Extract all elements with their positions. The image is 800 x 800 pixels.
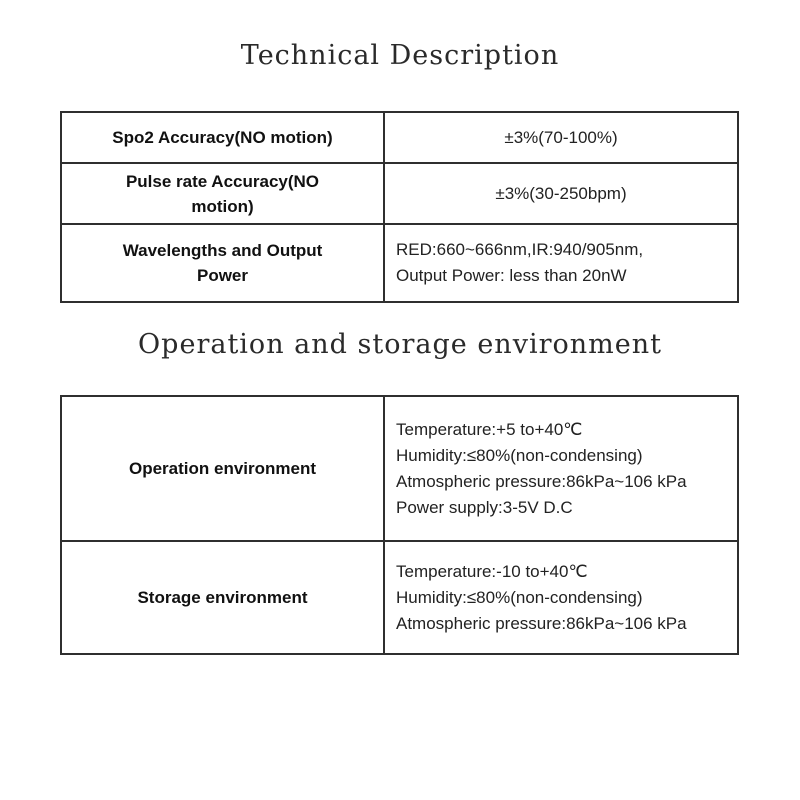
row-value-operation-environment: Temperature:+5 to+40℃ Humidity:≤80%(non-condensing) Atmospheric pressure:86kPa~106 kPa Power supply:3-5V D.C xyxy=(396,419,687,517)
row-value-spo2-accuracy: ±3%(70-100%) xyxy=(504,127,618,147)
table-row-storage-environment xyxy=(62,540,737,653)
row-label-wavelengths-output-power: Wavelengths and Output Power xyxy=(62,225,385,301)
row-value-pulse-rate-accuracy: ±3%(30-250bpm) xyxy=(495,183,627,203)
table-row-wavelengths-output-power xyxy=(62,223,737,301)
row-label-storage-environment: Storage environment xyxy=(62,542,385,653)
row-label-operation-environment: Operation environment xyxy=(62,397,385,540)
section1-title: Technical Description xyxy=(240,40,560,71)
row-label-pulse-rate-accuracy: Pulse rate Accuracy(NO motion) xyxy=(62,164,385,223)
section2-title: Operation and storage environment xyxy=(138,329,662,360)
technical-description-table xyxy=(60,111,739,303)
table-row-spo2-accuracy xyxy=(62,113,737,162)
row-label-spo2-accuracy: Spo2 Accuracy(NO motion) xyxy=(62,113,385,162)
operation-storage-environment-table xyxy=(60,395,739,655)
table-row-operation-environment xyxy=(62,397,737,540)
row-value-storage-environment: Temperature:-10 to+40℃ Humidity:≤80%(non-condensing) Atmospheric pressure:86kPa~106 kPa xyxy=(396,561,687,633)
row-value-wavelengths-output-power: RED:660~666nm,IR:940/905nm, Output Power: less than 20nW xyxy=(396,240,644,285)
table-row-pulse-rate-accuracy xyxy=(62,162,737,223)
